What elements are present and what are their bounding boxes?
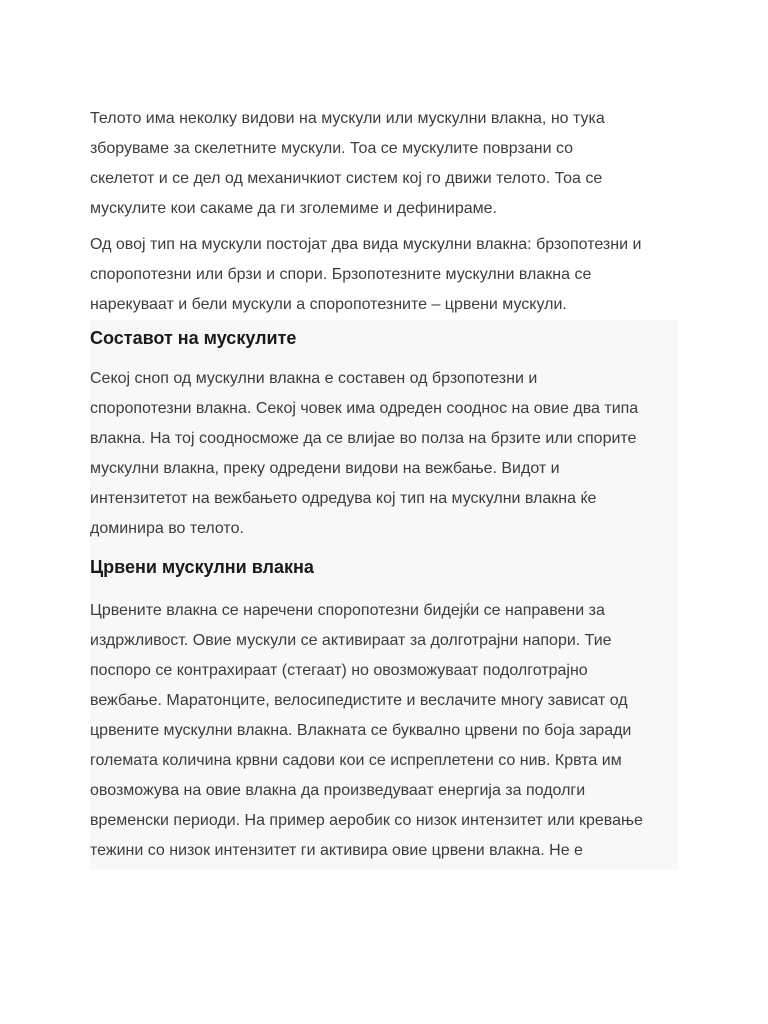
heading-red-fibers: Црвени мускулни влакна [90, 557, 314, 577]
document-body [90, 104, 678, 870]
shaded-section [90, 320, 678, 870]
paragraph-fiber-types: Од овој тип на мускули постојат два вида мускулни влакна: брзопотезни и споропотезни или брзи и спори. Брзопотезните мускулни влакна се нарекуваат и бели мускули а споропотезните – црвени мускули. [90, 236, 642, 313]
paragraph-intro: Телото има неколку видови на мускули или мускулни влакна, но тука зборуваме за скелетните мускули. Тоа се мускулите поврзани со скелетот и се дел од механичкиот систем кој го движи телото. Тоа се мускулите кои сакаме да ги зголемиме и дефинираме. [90, 110, 605, 217]
heading-muscle-composition: Составот на мускулите [90, 328, 297, 348]
paragraph-red-fibers: Црвените влакна се наречени споропотезни бидејќи се направени за издржливост. Овие мускули се активираат за долготрајни напори. Тие поспоро се контрахираат (стегаат) но овозможуваат подолготрајно вежбање. Маратонците, велосипедистите и веслачите многу зависат од црвените мускулни влакна. Влакната се буквално црвени по боја заради големата количина крвни садови кои се испреплетени со нив. Крвта им овозможува на овие влакна да произведуваат енергија за подолги временски периоди. На пример аеробик со низок интензитет или кревање тежини со низок интензитет ги активира овие црвени влакна. Не е [90, 602, 643, 859]
paragraph-composition: Секој сноп од мускулни влакна е составен од брзопотезни и споропотезни влакна. Секој човек има одреден сооднос на овие два типа влакна. На тој соодносможе да се влијае во полза на брзите или спорите мускулни влакна, преку одредени видови на вежбање. Видот и интензитетот на вежбањето одредува кој тип на мускулни влакна ќе доминира во телото. [90, 370, 639, 537]
